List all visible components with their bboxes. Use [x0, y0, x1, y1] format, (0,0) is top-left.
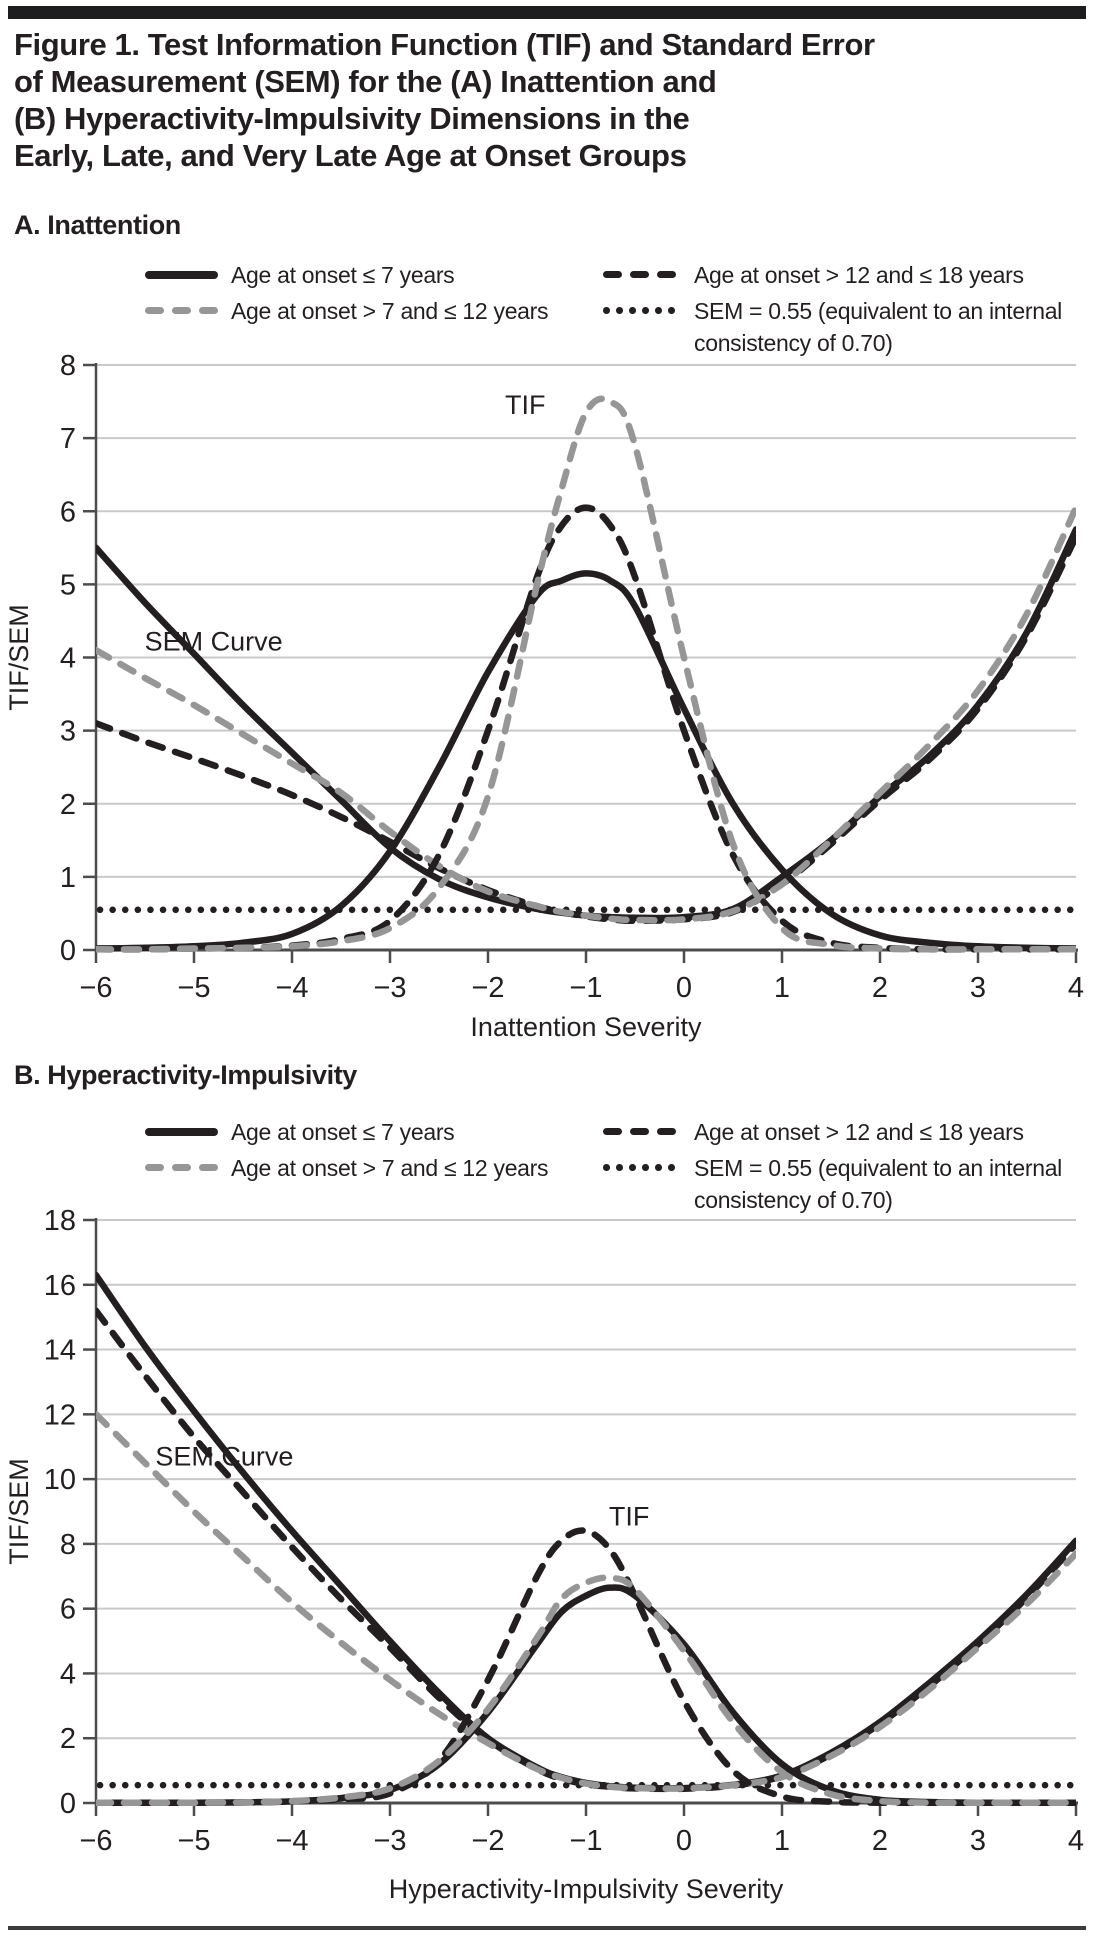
y-tick-label: 5 — [59, 569, 76, 602]
x-tick-label: −2 — [471, 972, 505, 1004]
y-tick-label: 2 — [59, 788, 76, 821]
x-tick-label: −4 — [275, 1825, 309, 1857]
y-tick-label: 6 — [59, 496, 76, 529]
y-tick-label: 8 — [59, 1528, 76, 1561]
legend-label-late: Age at onset > 7 and ≤ 12 years — [231, 1155, 549, 1181]
x-tick-label: −3 — [373, 1825, 407, 1857]
x-axis-title: Inattention Severity — [470, 1012, 702, 1042]
series-tif-curve — [96, 1531, 1076, 1803]
y-axis-title: TIF/SEM — [4, 604, 34, 711]
legend-label-very-late: Age at onset > 12 and ≤ 18 years — [694, 1119, 1024, 1145]
annotation-sem-curve: SEM Curve — [144, 626, 283, 657]
x-tick-label: 1 — [773, 972, 791, 1004]
y-tick-label: 2 — [59, 1723, 76, 1756]
panel-A-chart — [4, 350, 1084, 1042]
x-tick-label: 0 — [675, 1825, 693, 1857]
legend-label-sem-wrap: consistency of 0.70) — [694, 1187, 893, 1213]
legend-label-sem: SEM = 0.55 (equivalent to an internal — [694, 1155, 1062, 1181]
x-tick-label: 3 — [969, 972, 987, 1004]
x-tick-label: −6 — [79, 972, 113, 1004]
series-sem-curve — [96, 537, 1076, 921]
series-sem-curve — [96, 1275, 1076, 1788]
series-sem-curve — [96, 1311, 1076, 1789]
x-axis-title: Hyperactivity-Impulsivity Severity — [388, 1874, 784, 1904]
panel-b-heading: B. Hyperactivity-Impulsivity — [14, 1060, 357, 1090]
x-tick-label: −1 — [569, 972, 603, 1004]
y-tick-label: 6 — [59, 1593, 76, 1626]
y-tick-label: 18 — [43, 1205, 76, 1237]
x-tick-label: −1 — [569, 1825, 603, 1857]
y-tick-label: 0 — [59, 1788, 76, 1820]
y-tick-label: 7 — [59, 423, 76, 456]
figure-title-line-1: Figure 1. Test Information Function (TIF) and Standard Error — [14, 27, 875, 62]
x-tick-label: 0 — [675, 972, 693, 1004]
legend-label-very-late: Age at onset > 12 and ≤ 18 years — [694, 262, 1024, 288]
legend-label-early: Age at onset ≤ 7 years — [231, 1119, 455, 1145]
series-tif-curve — [96, 1588, 1076, 1803]
y-tick-label: 4 — [59, 1658, 76, 1691]
x-tick-label: −5 — [177, 972, 211, 1004]
x-tick-label: 4 — [1067, 1825, 1085, 1857]
x-tick-label: 2 — [871, 972, 889, 1004]
series-sem-curve — [96, 508, 1076, 921]
annotation-tif: TIF — [608, 1501, 650, 1532]
figure-title-line-2: of Measurement (SEM) for the (A) Inattention and — [14, 64, 717, 99]
y-tick-label: 16 — [43, 1269, 76, 1302]
x-tick-label: 2 — [871, 1825, 889, 1857]
x-tick-label: 3 — [969, 1825, 987, 1857]
legend-label-early: Age at onset ≤ 7 years — [231, 262, 455, 288]
x-tick-label: −6 — [79, 1825, 113, 1857]
annotation-tif: TIF — [504, 390, 546, 421]
y-tick-label: 3 — [59, 715, 76, 748]
x-tick-label: −3 — [373, 972, 407, 1004]
bottom-rule — [8, 1926, 1086, 1930]
y-axis-title: TIF/SEM — [4, 1458, 34, 1565]
y-tick-label: 12 — [43, 1399, 76, 1432]
x-tick-label: −2 — [471, 1825, 505, 1857]
y-tick-label: 14 — [43, 1334, 76, 1367]
legend-label-late: Age at onset > 7 and ≤ 12 years — [231, 298, 549, 324]
panel-a-heading: A. Inattention — [14, 210, 181, 240]
annotation-sem-curve: SEM Curve — [155, 1441, 294, 1472]
x-tick-label: −4 — [275, 972, 309, 1004]
y-tick-label: 1 — [59, 861, 76, 894]
series-sem-curve — [96, 530, 1076, 919]
figure-title-line-4: Early, Late, and Very Late Age at Onset Groups — [14, 138, 687, 173]
legend-label-sem: SEM = 0.55 (equivalent to an internal — [694, 298, 1062, 324]
legend-label-sem-wrap: consistency of 0.70) — [694, 330, 893, 356]
y-tick-label: 8 — [59, 350, 76, 382]
panel-B-chart — [4, 1205, 1084, 1904]
series-tif-curve — [96, 399, 1076, 950]
figure-title-line-3: (B) Hyperactivity-Impulsivity Dimensions in the — [14, 101, 690, 136]
x-tick-label: 1 — [773, 1825, 791, 1857]
y-tick-label: 4 — [59, 642, 76, 675]
x-tick-label: −5 — [177, 1825, 211, 1857]
y-tick-label: 0 — [59, 935, 76, 967]
x-tick-label: 4 — [1067, 972, 1085, 1004]
y-tick-label: 10 — [43, 1464, 76, 1497]
